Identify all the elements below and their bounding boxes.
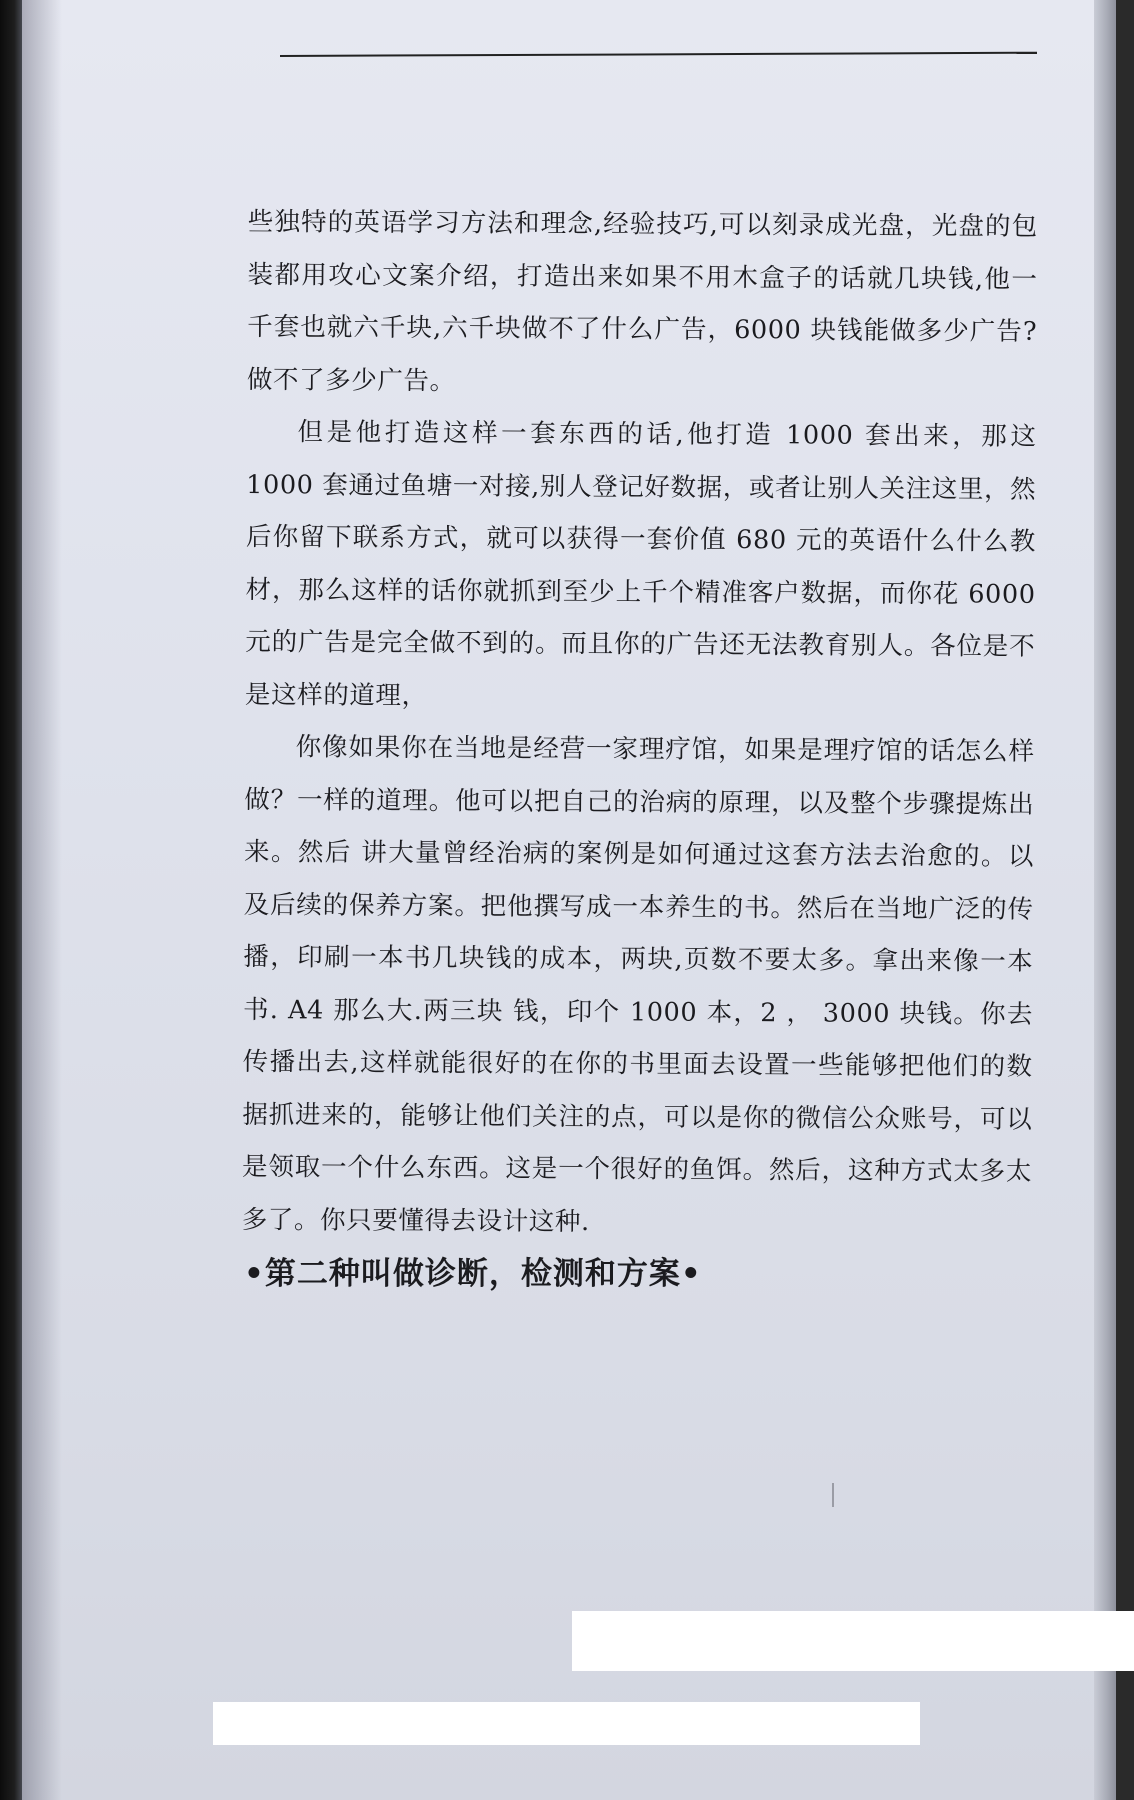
header-rule (280, 52, 1037, 57)
redaction-block (572, 1611, 1134, 1671)
paragraph-1: 些独特的英语学习方法和理念,经验技巧,可以刻录成光盘，光盘的包装都用攻心文案介绍，打造出来如果不用木盒子的话就几块钱,他一千套也就六千块,六千块做不了什么广告，6000 块钱能做多少广告?做不了多少广告。 (246, 206, 1038, 396)
faint-mark (832, 1483, 834, 1507)
paragraph-3: 你像如果你在当地是经营一家理疗馆，如果是理疗馆的话怎么样做？一样的道理。他可以把自己的治病的原理，以及整个步骤提炼出来。然后 讲大量曾经治病的案例是如何通过这套方法去治愈的。以及后续的保养方案。把他撰写成一本养生的书。然后在当地广泛的传播，印刷一本书几块钱的成本，两块,页数不要太多。拿出来像一本书. A4 那么大.两三块 钱，印个 1000 本，2 ， 3000 块钱。你去传播出去,这样就能很好的在你的书里面去设置一些能够把他们的数据抓进来的，能够让他们关注的点，可以是你的微信公众账号，可以是领取一个什么东西。这是一个很好的鱼饵。然后，这种方式太多太多了。你只要懂得去设计这种. (241, 732, 1035, 1237)
heading-bullet-right: • (680, 1256, 702, 1292)
paragraph-2: 但是他打造这样一套东西的话,他打造 1000 套出来，那这 1000 套通过鱼塘一对接,别人登记好数据，或者让别人关注这里，然后你留下联系方式，就可以获得一套价值 680 元的英语什么什么教材，那么这样的话你就抓到至少上千个精准客户数据，而你花 6000 元的广告是完全做不到的。而且你的广告还无法教育别人。各位是不是这样的道理， (244, 417, 1037, 711)
body-text (242, 196, 1038, 1251)
page-right-edge (1094, 0, 1116, 1800)
heading-bullet-left: • (244, 1256, 265, 1292)
heading-text: 第二种叫做诊断，检测和方案 (264, 1256, 681, 1292)
redaction-block (213, 1702, 920, 1745)
document-page (22, 0, 1116, 1800)
section-heading (244, 1248, 702, 1293)
